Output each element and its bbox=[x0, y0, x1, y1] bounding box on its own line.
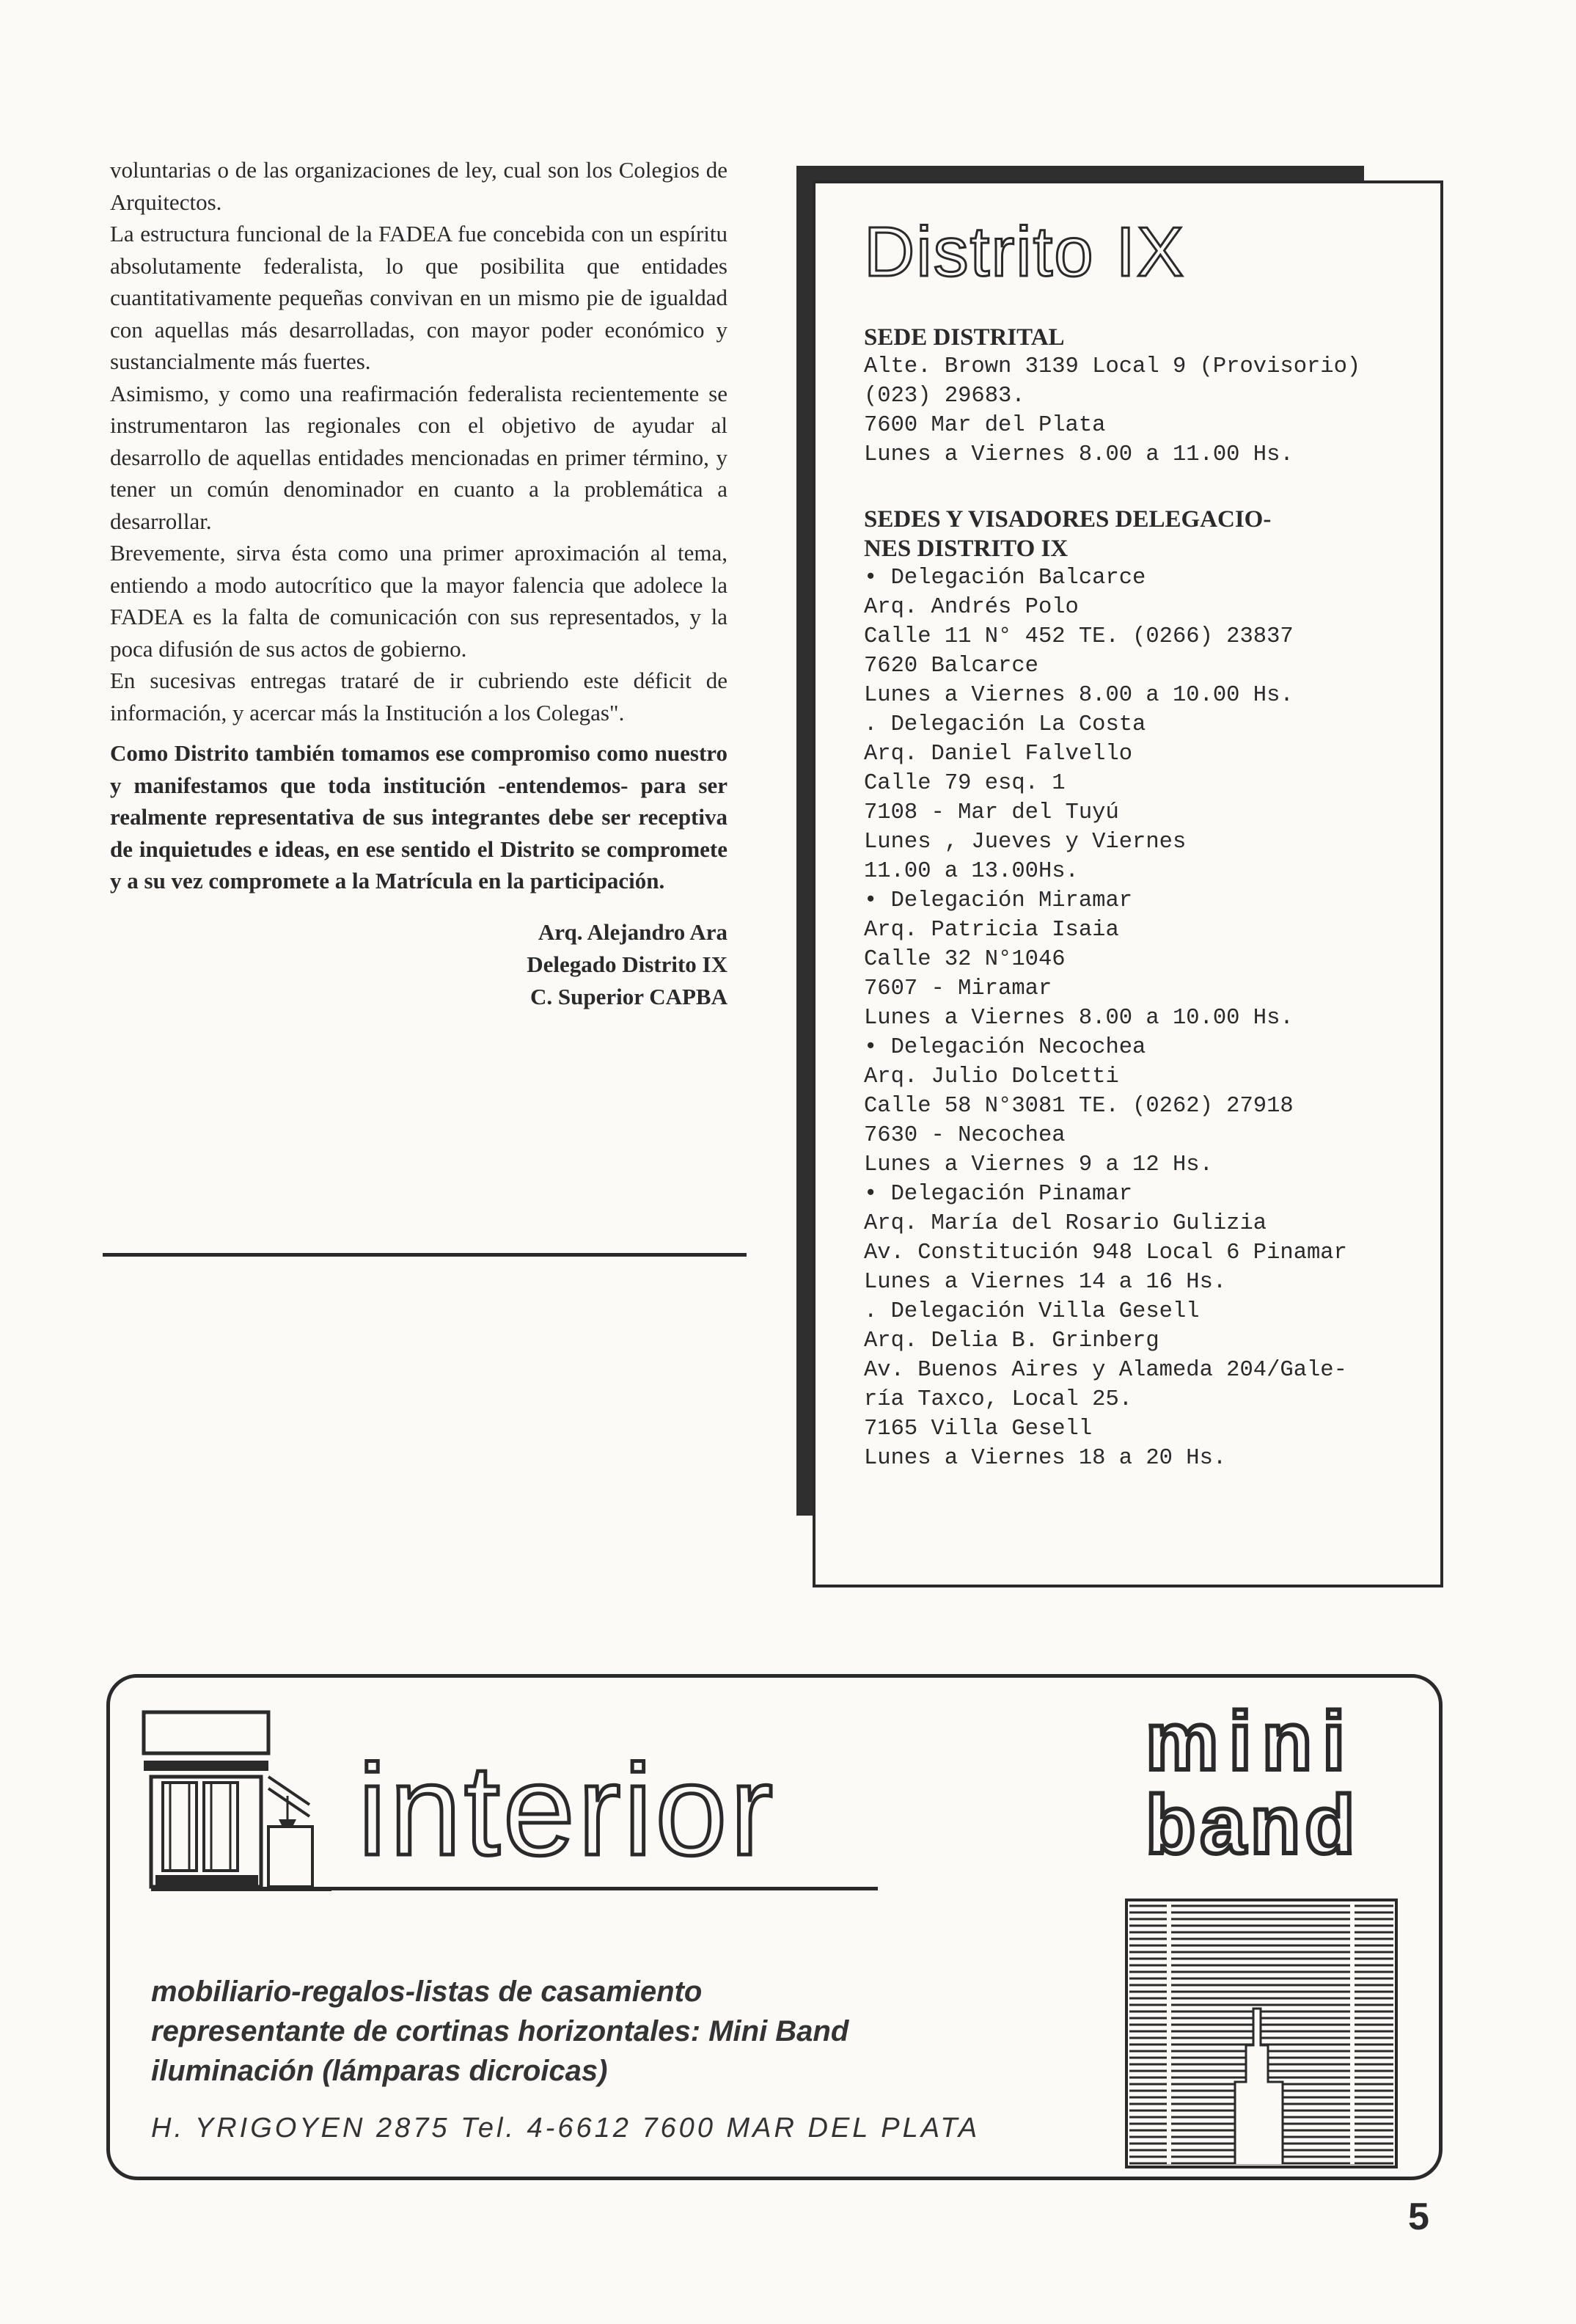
miniband-logo-top: mini bbox=[1146, 1695, 1356, 1787]
blinds-illustration bbox=[1125, 1899, 1398, 2168]
interior-underline bbox=[172, 1887, 878, 1890]
page-number: 5 bbox=[1408, 2196, 1429, 2238]
delegaciones-heading-cont: NES DISTRITO IX bbox=[864, 536, 1069, 562]
delegacion-line: Arq. Patricia Isaia bbox=[864, 918, 1119, 943]
delegacion-line: Lunes a Viernes 14 a 16 Hs. bbox=[864, 1270, 1227, 1295]
ad-line: representante de cortinas horizontales: Mini Band bbox=[151, 2015, 849, 2047]
delegacion-line: • Delegación Necochea bbox=[864, 1035, 1146, 1060]
delegacion-line: Lunes a Viernes 8.00 a 10.00 Hs. bbox=[864, 683, 1294, 708]
delegacion-line: Calle 11 N° 452 TE. (0266) 23837 bbox=[864, 624, 1294, 649]
delegacion-line: . Delegación Villa Gesell bbox=[864, 1299, 1200, 1324]
sede-line: (023) 29683. bbox=[864, 384, 1025, 409]
ad-description bbox=[151, 1972, 849, 2091]
delegacion-line: Lunes a Viernes 8.00 a 10.00 Hs. bbox=[864, 1006, 1294, 1031]
storefront-icon bbox=[141, 1709, 361, 1900]
delegacion-line: 7607 - Miramar bbox=[864, 976, 1052, 1001]
delegacion-line: Lunes a Viernes 18 a 20 Hs. bbox=[864, 1446, 1227, 1471]
article-paragraph: Asimismo, y como una reafirmación federalista recientemente se instrumentaron las regionales con el objetivo de ayudar al desarrollo de aquellas entidades mencionadas en primer término, y tener un común denominador en cuanto a la problemática a desarrollar. bbox=[110, 380, 727, 534]
delegacion-balcarce bbox=[864, 563, 1370, 710]
delegacion-line: • Delegación Miramar bbox=[864, 888, 1133, 913]
delegacion-line: 7165 Villa Gesell bbox=[864, 1417, 1093, 1441]
article-column bbox=[110, 154, 727, 1013]
delegacion-necochea bbox=[864, 1033, 1370, 1180]
delegacion-line: • Delegación Pinamar bbox=[864, 1182, 1133, 1207]
sede-line: Lunes a Viernes 8.00 a 11.00 Hs. bbox=[864, 442, 1294, 467]
delegacion-line: Calle 79 esq. 1 bbox=[864, 771, 1066, 796]
delegacion-line: 11.00 a 13.00Hs. bbox=[864, 859, 1079, 884]
delegacion-line: Av. Buenos Aires y Alameda 204/Gale- bbox=[864, 1358, 1347, 1383]
delegacion-line: ría Taxco, Local 25. bbox=[864, 1387, 1133, 1412]
delegacion-line: 7630 - Necochea bbox=[864, 1123, 1066, 1148]
interior-logo: interior bbox=[358, 1739, 776, 1882]
delegacion-line: Av. Constitución 948 Local 6 Pinamar bbox=[864, 1240, 1347, 1265]
delegacion-line: • Delegación Balcarce bbox=[864, 566, 1146, 591]
district-box-content bbox=[864, 323, 1370, 1473]
signature-council: C. Superior CAPBA bbox=[530, 983, 727, 1009]
delegacion-line: Lunes , Jueves y Viernes bbox=[864, 830, 1187, 855]
ad-address: H. YRIGOYEN 2875 Tel. 4-6612 7600 MAR DEL PLATA bbox=[151, 2113, 981, 2144]
signature-block bbox=[110, 916, 727, 1013]
district-title: Distrito IX bbox=[864, 213, 1186, 291]
delegacion-line: Arq. Delia B. Grinberg bbox=[864, 1329, 1159, 1353]
delegacion-line: Arq. María del Rosario Gulizia bbox=[864, 1211, 1267, 1236]
delegacion-la-costa bbox=[864, 710, 1370, 886]
delegacion-line: Lunes a Viernes 9 a 12 Hs. bbox=[864, 1152, 1213, 1177]
miniband-logo-bottom: band bbox=[1146, 1779, 1360, 1871]
signature-role: Delegado Distrito IX bbox=[527, 951, 727, 977]
delegacion-line: 7620 Balcarce bbox=[864, 654, 1038, 679]
article-paragraph: Brevemente, sirva ésta como una primer aproximación al tema, entiendo a modo autocrítico que la mayor falencia que adolece la FADEA es la falta de comunicación con sus representados, y la poca difusión de sus actos de gobierno. bbox=[110, 540, 727, 662]
closing-paragraph: Como Distrito también tomamos ese compromiso como nuestro y manifestamos que toda institución -entendemos- para ser realmente representativa de sus integrantes debe ser receptiva de inquietudes e ideas, en ese sentido el Distrito se compromete y a su vez compromete a la Matrícula en la participación. bbox=[110, 740, 727, 894]
article-paragraph: En sucesivas entregas trataré de ir cubriendo este déficit de información, y acercar más la Institución a los Colegas". bbox=[110, 668, 727, 726]
delegacion-line: Arq. Daniel Falvello bbox=[864, 742, 1133, 767]
ad-line: iluminación (lámparas dicroicas) bbox=[151, 2055, 608, 2087]
delegacion-line: Arq. Julio Dolcetti bbox=[864, 1064, 1119, 1089]
sede-heading: SEDE DISTRITAL bbox=[864, 324, 1065, 351]
delegacion-line: . Delegación La Costa bbox=[864, 712, 1146, 737]
sede-line: Alte. Brown 3139 Local 9 (Provisorio) bbox=[864, 354, 1361, 379]
delegacion-line: Arq. Andrés Polo bbox=[864, 595, 1079, 620]
ad-line: mobiliario-regalos-listas de casamiento bbox=[151, 1976, 703, 2008]
delegacion-villa-gesell bbox=[864, 1297, 1370, 1473]
delegaciones-heading: SEDES Y VISADORES DELEGACIO- bbox=[864, 506, 1272, 533]
delegacion-line: Calle 32 N°1046 bbox=[864, 947, 1066, 972]
sede-line: 7600 Mar del Plata bbox=[864, 413, 1106, 438]
delegacion-line: Calle 58 N°3081 TE. (0262) 27918 bbox=[864, 1094, 1294, 1119]
article-paragraph: voluntarias o de las organizaciones de ley, cual son los Colegios de Arquitectos. bbox=[110, 157, 727, 215]
delegacion-miramar bbox=[864, 886, 1370, 1033]
delegacion-pinamar bbox=[864, 1180, 1370, 1297]
signature-name: Arq. Alejandro Ara bbox=[538, 918, 727, 945]
delegacion-line: 7108 - Mar del Tuyú bbox=[864, 800, 1119, 825]
article-paragraph: La estructura funcional de la FADEA fue concebida con un espíritu absolutamente federalista, lo que posibilita que entidades cuantitativamente pequeñas convivan en un mismo pie de igualdad con aquellas más desarrolladas, con mayor poder económico y sustancialmente más fuertes. bbox=[110, 221, 727, 374]
column-divider bbox=[103, 1253, 747, 1257]
